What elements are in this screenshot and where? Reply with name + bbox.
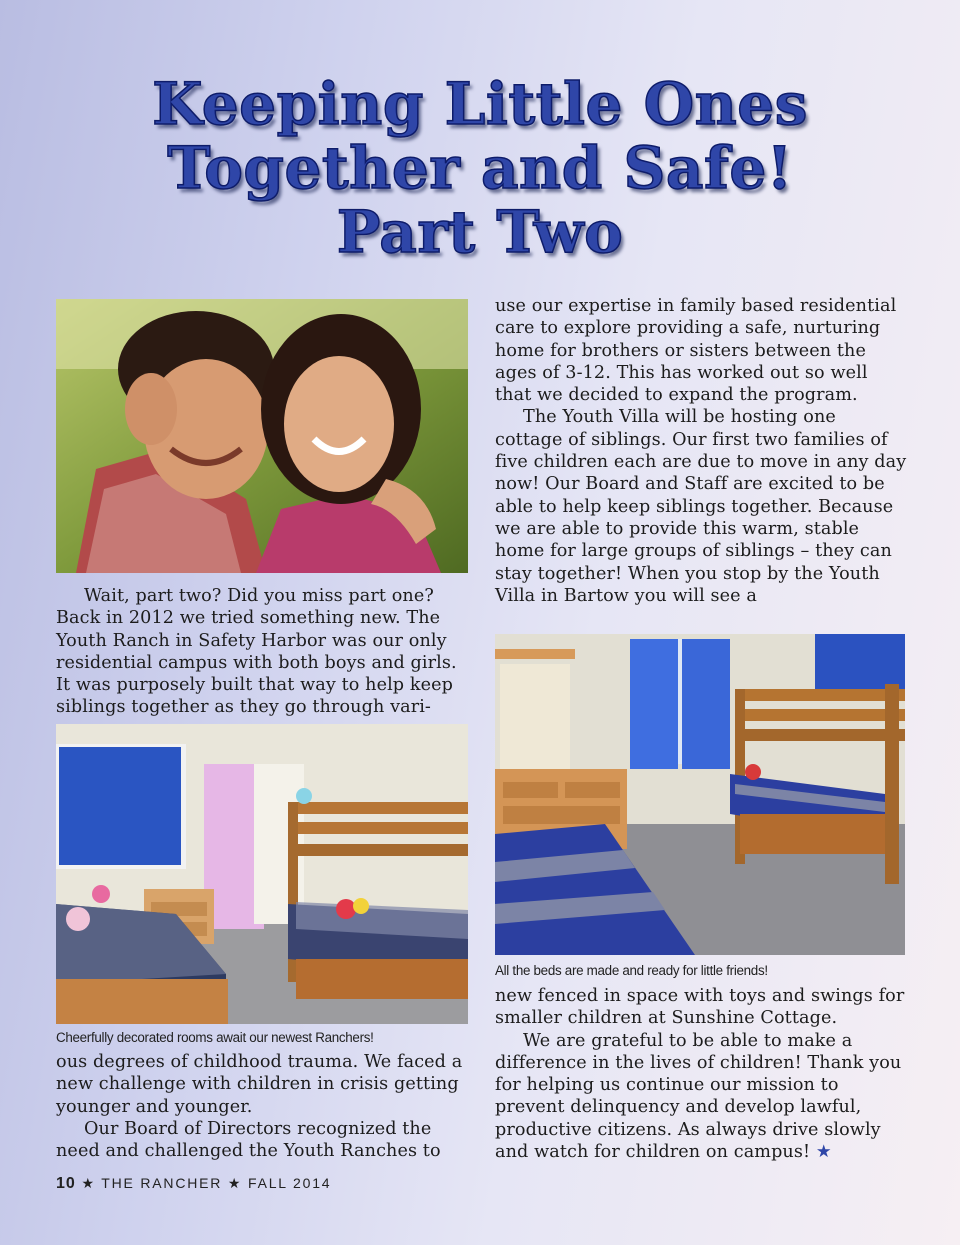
paragraph-4-text: We are grateful to be able to make a difference in the lives of children! Thank you for helping us continue our mission to prevent delinquency and develop lawful, productive citizens. As always drive slowly and watch for children on campus! — [495, 1030, 902, 1163]
footer-star-icon-2: ★ — [227, 1175, 243, 1191]
caption-room-one: Cheerfully decorated rooms await our newest Ranchers! — [56, 1030, 374, 1045]
paragraph-4 — [495, 1030, 907, 1164]
title-line-3: Part Two — [336, 198, 624, 266]
right-column-top — [495, 295, 907, 607]
article-title — [0, 72, 960, 264]
left-column-top — [56, 585, 472, 719]
right-column-bottom — [495, 985, 907, 1163]
left-column-bottom — [56, 1051, 476, 1162]
title-line-2: Together and Safe! — [167, 134, 793, 202]
paragraph-3-continued: new fenced in space with toys and swings for smaller children at Sunshine Cottage. — [495, 986, 905, 1029]
children-photo — [56, 299, 468, 573]
page-footer — [56, 1175, 331, 1193]
paragraph-1-continued: ous degrees of childhood trauma. We faced a new challenge with children in crisis getting younger and younger. — [56, 1052, 463, 1117]
publication-name: THE RANCHER — [101, 1175, 223, 1191]
paragraph-3: The Youth Villa will be hosting one cottage of siblings. Our first two families of five children each are due to move in any day now! Our Board and Staff are excited to be able to help keep siblings together. Because we are able to provide this warm, stable home for large groups of siblings – they can stay together! When you stop by the Youth Villa in Bartow you will see a — [495, 407, 907, 606]
footer-star-icon: ★ — [81, 1175, 96, 1191]
end-star-icon: ★ — [815, 1142, 832, 1163]
paragraph-1: Wait, part two? Did you miss part one? Back in 2012 we tried something new. The Youth Ranch in Safety Harbor was our only residential campus with both boys and girls. It was purposely built that way to help keep siblings together as they go through vari- — [56, 586, 457, 718]
paragraph-2: Our Board of Directors recognized the need and challenged the Youth Ranches to — [56, 1118, 441, 1162]
caption-room-two: All the beds are made and ready for little friends! — [495, 963, 768, 978]
bedroom-photo-one — [56, 724, 468, 1024]
bedroom-photo-two — [495, 634, 905, 955]
issue-label: FALL 2014 — [247, 1175, 332, 1191]
title-line-1: Keeping Little Ones — [152, 70, 808, 138]
paragraph-2-continued: use our expertise in family based residential care to explore providing a safe, nurturing home for brothers or sisters between the ages of 3-12. This has worked out so well that we decided to expand the program. — [495, 296, 897, 406]
page-number: 10 — [56, 1175, 76, 1192]
